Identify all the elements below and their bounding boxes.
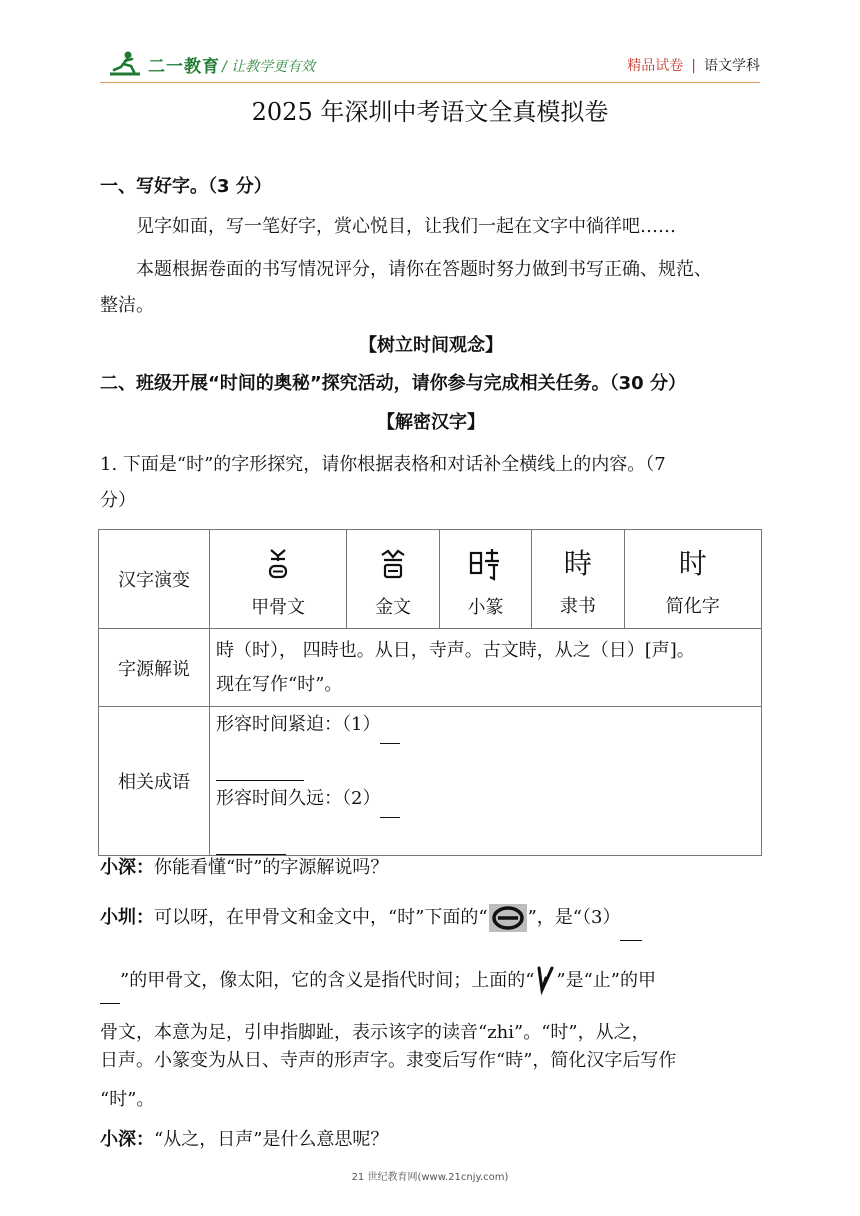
bronze-glyph-icon <box>376 547 410 581</box>
idiom1-prompt: 形容时间紧迫：（1） <box>216 714 381 735</box>
dialogue-text: “从之，日声”是什么意思呢？ <box>154 1129 389 1150</box>
subject-name: 语文学科 <box>704 58 760 74</box>
section1-heading: 一、写好字。（3 分） <box>100 176 272 197</box>
idiom2-prompt: 形容时间久远：（2） <box>216 788 381 809</box>
page-header <box>100 48 760 83</box>
dialogue-text: ”是“止”的甲 <box>556 970 657 991</box>
oracle-bone-glyph-icon <box>263 547 293 581</box>
cell-bronze <box>347 530 439 629</box>
answer-blank-1b[interactable] <box>216 744 304 781</box>
char-evolution-table <box>98 529 762 856</box>
etymology-line1: 時（时）， 四時也。从日，寺声。古文時，从之（日）[声]。 <box>216 639 695 661</box>
subhead-decode-chars: 【解密汉字】 <box>377 412 485 433</box>
dialogue-line-3 <box>100 959 762 1004</box>
script-label: 简化字 <box>665 596 720 617</box>
idioms-cell <box>210 707 762 856</box>
dialogue-line-6: “时”。 <box>100 1089 155 1110</box>
question1-line1: 1. 下面是“时”的字形探究，请你根据表格和对话补全横线上的内容。（7 <box>100 454 666 475</box>
row-label-evolution: 汉字演变 <box>99 530 210 629</box>
simplified-glyph: 时 <box>678 547 707 580</box>
dialogue-text: ”，是“（3） <box>527 907 621 928</box>
answer-blank-2a[interactable] <box>380 781 400 818</box>
cell-simplified <box>624 530 761 629</box>
etymology-line2: 现在写作“时”。 <box>216 673 343 695</box>
script-label: 甲骨文 <box>251 597 306 618</box>
section1-para2-cont: 整洁。 <box>100 295 154 316</box>
table-row-idioms <box>99 707 762 856</box>
subhead-time-concept: 【树立时间观念】 <box>359 335 503 356</box>
foot-glyph-icon <box>534 964 556 998</box>
row-label-etymology: 字源解说 <box>99 629 210 707</box>
answer-blank-3b[interactable] <box>100 959 120 1004</box>
section1-para1: 见字如面，写一笔好字，赏心悦目，让我们一起在文字中徜徉吧…… <box>136 216 676 237</box>
speaker-xiaoshen: 小深： <box>100 857 154 878</box>
dialogue-text: 你能看懂“时”的字源解说吗？ <box>154 857 389 878</box>
table-row-etymology <box>99 629 762 707</box>
row-label-idioms: 相关成语 <box>99 707 210 856</box>
dialogue-text: 可以呀，在甲骨文和金文中，“时”下面的“ <box>154 907 488 928</box>
dialogue-line-2 <box>100 896 762 941</box>
script-label: 小篆 <box>467 597 504 618</box>
dialogue-line-5: 日声。小篆变为从日、寺声的形声字。隶变后写作“時”，简化汉字后写作 <box>100 1050 677 1071</box>
table-row-evolution <box>99 530 762 629</box>
speaker-xiaozhen: 小圳： <box>100 907 154 928</box>
script-label: 金文 <box>375 597 412 618</box>
slogan: / 让教学更有效 <box>222 59 316 75</box>
runner-logo-icon <box>106 50 146 78</box>
dialogue-line-1 <box>100 846 762 890</box>
page-title: 2025 年深圳中考语文全真模拟卷 <box>251 98 609 126</box>
cell-small-seal <box>439 530 531 629</box>
script-label: 隶书 <box>559 596 596 617</box>
small-seal-glyph-icon <box>468 547 502 581</box>
dialogue-line-7 <box>100 1118 762 1162</box>
etymology-text <box>210 629 762 707</box>
answer-blank-1a[interactable] <box>380 707 400 744</box>
logo <box>106 50 220 78</box>
cell-oracle-bone <box>210 530 347 629</box>
dialogue-line-4: 骨文，本意为足，引申指脚趾，表示该字的读音“zhi”。“时”，从之， <box>100 1022 650 1043</box>
separator: | <box>691 58 696 74</box>
question1-line2: 分） <box>100 490 136 511</box>
section1-para2: 本题根据卷面的书写情况评分，请你在答题时努力做到书写正确、规范、 <box>136 259 712 280</box>
sun-glyph-icon <box>488 903 528 933</box>
cell-clerical <box>532 530 624 629</box>
premium-paper-label: 精品试卷 <box>627 58 684 74</box>
speaker-xiaoshen: 小深： <box>100 1129 154 1150</box>
dialogue-text: ”的甲骨文，像太阳，它的含义是指代时间；上面的“ <box>120 970 535 991</box>
page-footer: 21 世纪教育网(www.21cnjy.com) <box>351 1172 509 1183</box>
logo-text: 二一教育 <box>148 56 220 77</box>
subject-label <box>627 55 760 75</box>
section2-heading: 二、班级开展“时间的奥秘”探究活动，请你参与完成相关任务。（30 分） <box>100 373 686 394</box>
clerical-glyph: 時 <box>563 547 592 580</box>
answer-blank-3a[interactable] <box>620 896 642 941</box>
